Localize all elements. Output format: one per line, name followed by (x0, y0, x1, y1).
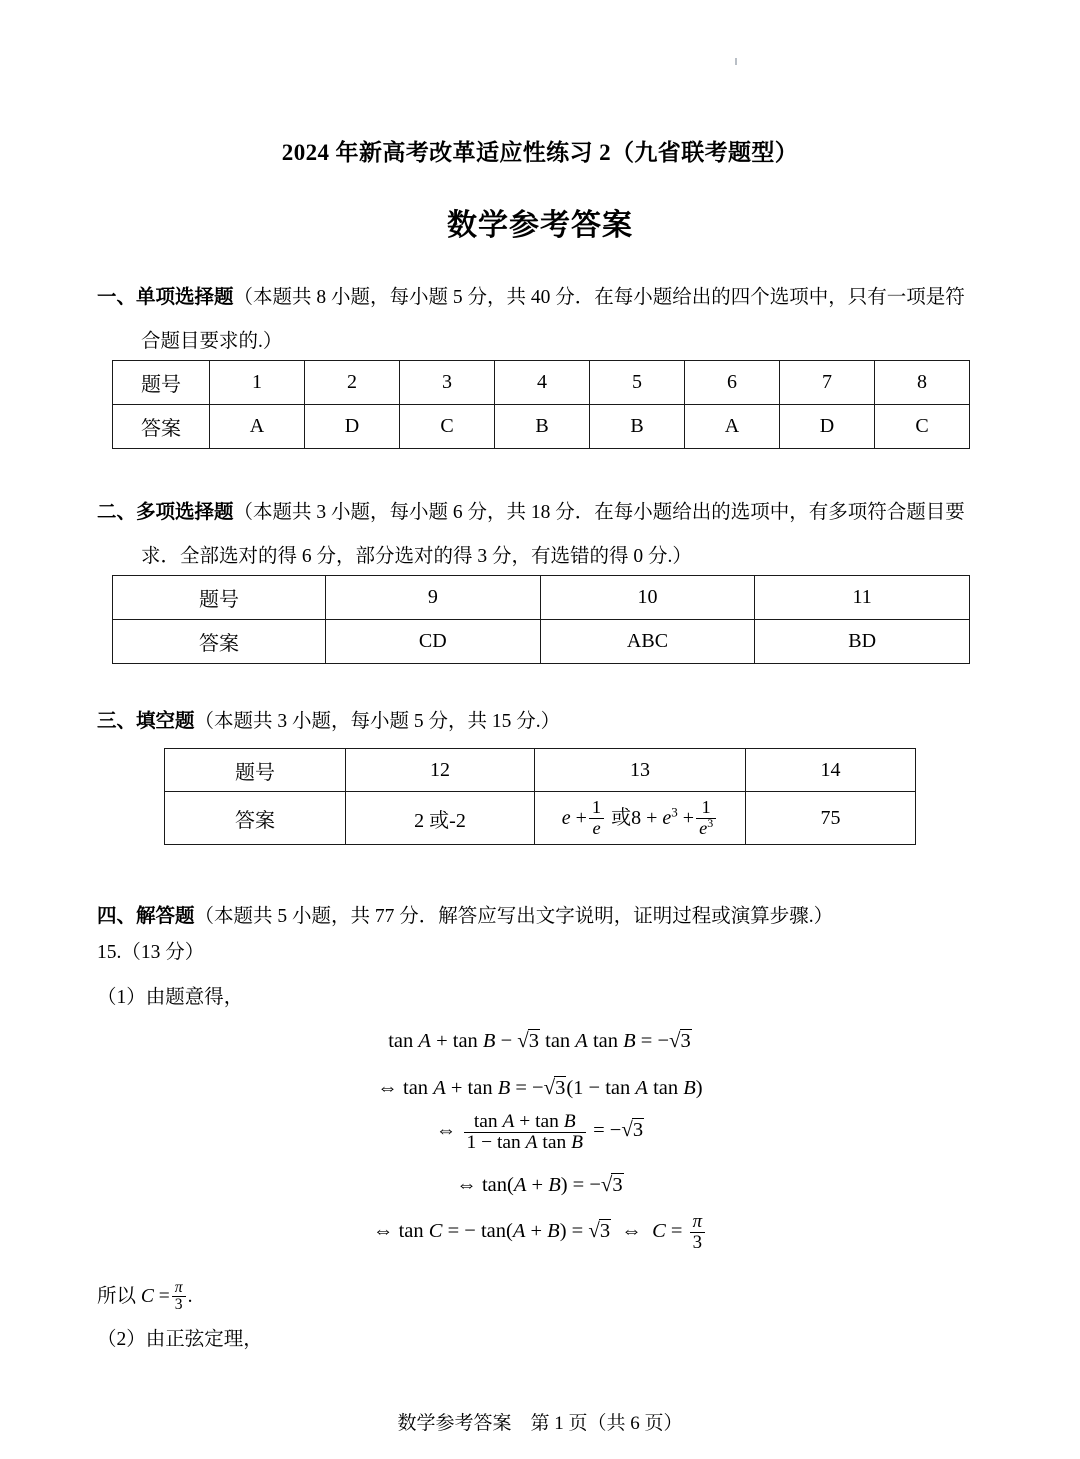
section-two-desc-line2: 求．全部选对的得 6 分，部分选对的得 3 分，有选错的得 0 分.） (141, 546, 692, 567)
conclusion-prefix: 所以 (97, 1285, 137, 1307)
question-number-cell: 2 (305, 361, 400, 405)
question-number-cell: 1 (210, 361, 305, 405)
formula-plus3: + (682, 806, 695, 829)
question-number-cell: 7 (780, 361, 875, 405)
page-title: 2024 年新高考改革适应性练习 2（九省联考题型） (281, 140, 799, 165)
formula-or: 或 (611, 806, 632, 829)
table-row (113, 576, 970, 620)
problem-15-step-5: ⇔ tan C = − tan(A + B) = √3 ⇔ C = $\frac{\pi}{3}$ (0, 1212, 1080, 1253)
answer-cell: CD (326, 620, 541, 664)
section-four-desc-line1: （本题共 5 小题，共 77 分．解答应写出文字说明，证明过程或演算步骤.） (194, 906, 834, 927)
section-two-name: 多项选择题 (136, 502, 234, 523)
formula-plus: + (575, 806, 587, 829)
question-number-cell: 9 (326, 576, 541, 620)
answer-cell: C (400, 405, 495, 449)
answer-cell: A (210, 405, 305, 449)
formula-plus2: + (646, 806, 658, 829)
section-four-number: 四、 (97, 906, 137, 927)
table-row (113, 405, 970, 449)
table-row (113, 620, 970, 664)
conclusion-period: . (187, 1285, 193, 1307)
question-number-cell: 11 (755, 576, 970, 620)
answer-cell-formula (535, 792, 746, 845)
row-label-question: 题号 (113, 576, 326, 620)
formula-eight: 8 (631, 806, 642, 829)
section-one-desc-line2: 合题目要求的.） (141, 331, 283, 352)
problem-15-number: 15.（13 分） (97, 942, 205, 963)
answer-cell: 75 (746, 792, 916, 845)
section-two-number: 二、 (97, 502, 137, 523)
row-label-answer: 答案 (113, 405, 210, 449)
sqrt-three-icon: √3 (543, 1075, 566, 1099)
problem-15-step-1: tan A + tan B − √3 tan A tan B = −√3 (388, 1028, 691, 1052)
answer-cell: D (780, 405, 875, 449)
fraction-one-over-e-cubed: $\frac{1}{e^3}$ (696, 798, 716, 838)
question-number-cell: 12 (346, 749, 535, 792)
question-number-cell: 13 (535, 749, 746, 792)
section-two-desc-line1: （本题共 3 小题，每小题 6 分，共 18 分．在每小题给出的选项中，有多项符合题目要 (233, 502, 965, 523)
answer-cell: D (305, 405, 400, 449)
sqrt-three-icon: √3 (621, 1117, 644, 1142)
row-label-answer: 答案 (165, 792, 346, 845)
sqrt-three-icon: √3 (600, 1172, 623, 1196)
conclusion-variable: C (140, 1285, 154, 1307)
table-multi-choice-answers (112, 575, 970, 664)
table-fill-blank-answers (164, 748, 916, 845)
answer-cell: BD (755, 620, 970, 664)
answer-cell: A (685, 405, 780, 449)
row-label-answer: 答案 (113, 620, 326, 664)
fraction-one-over-e: $\frac{1}{e}$ (589, 798, 604, 838)
scan-artifact-speck (735, 58, 737, 65)
question-number-cell: 4 (495, 361, 590, 405)
question-number-cell: 6 (685, 361, 780, 405)
section-heading-single-choice (97, 276, 987, 364)
problem-15-step-3: ⇔ $\frac{\text{tan A + tan B}}{\text{1 − tan A tan B}}$ = −√3 (435, 1111, 644, 1154)
table-single-choice-answers (112, 360, 970, 449)
section-three-name: 填空题 (136, 711, 195, 732)
answer-cell: 2 或-2 (346, 792, 535, 845)
section-three-number: 三、 (97, 711, 137, 732)
table-row (165, 792, 916, 845)
formula-e-cubed: $e^3$ (662, 804, 678, 829)
section-four-name: 解答题 (136, 906, 195, 927)
section-heading-solutions (97, 895, 987, 939)
conclusion-equals: = (158, 1285, 170, 1307)
question-number-cell: 8 (875, 361, 970, 405)
question-number-cell: 3 (400, 361, 495, 405)
section-heading-multi-choice (97, 491, 987, 579)
problem-15-step-4: ⇔ tan(A + B) = −√3 (456, 1172, 623, 1196)
problem-15-part2-label: （2）由正弦定理， (97, 1329, 263, 1350)
section-heading-fill-blank (97, 700, 987, 744)
question-number-cell: 5 (590, 361, 685, 405)
problem-15-conclusion (97, 1280, 192, 1314)
fraction-pi-over-three: $\frac{\pi}{3}$ (172, 1280, 186, 1314)
table-row (113, 361, 970, 405)
page-footer: 数学参考答案 第 1 页（共 6 页） (397, 1413, 683, 1434)
fraction-pi-over-three: $\frac{\pi}{3}$ (690, 1212, 705, 1253)
section-three-desc-line1: （本题共 3 小题，每小题 5 分，共 15 分.） (194, 711, 561, 732)
row-label-question: 题号 (113, 361, 210, 405)
formula-e: e (561, 806, 571, 829)
question-number-cell: 10 (540, 576, 755, 620)
question-number-cell: 14 (746, 749, 916, 792)
section-one-desc-line1: （本题共 8 小题，每小题 5 分，共 40 分．在每小题给出的四个选项中，只有一项是符 (233, 287, 965, 308)
section-one-number: 一、 (97, 287, 137, 308)
fraction-tan-sum-over-one-minus: $\frac{\text{tan A + tan B}}{\text{1 − tan A tan B}}$ (464, 1112, 586, 1154)
sqrt-three-icon: √3 (588, 1217, 611, 1242)
section-one-name: 单项选择题 (136, 287, 234, 308)
answer-cell: C (875, 405, 970, 449)
problem-15-step-2: ⇔ tan A + tan B = −√3(1 − tan A tan B) (377, 1075, 703, 1099)
row-label-question: 题号 (165, 749, 346, 792)
table-row (165, 749, 916, 792)
answer-cell: B (590, 405, 685, 449)
answer-cell: B (495, 405, 590, 449)
problem-15-part1-label: （1）由题意得， (97, 987, 244, 1008)
page-subtitle: 数学参考答案 (447, 209, 633, 242)
sqrt-three-icon: √3 (669, 1028, 691, 1052)
answer-cell: ABC (540, 620, 755, 664)
sqrt-three-icon: √3 (517, 1028, 539, 1052)
